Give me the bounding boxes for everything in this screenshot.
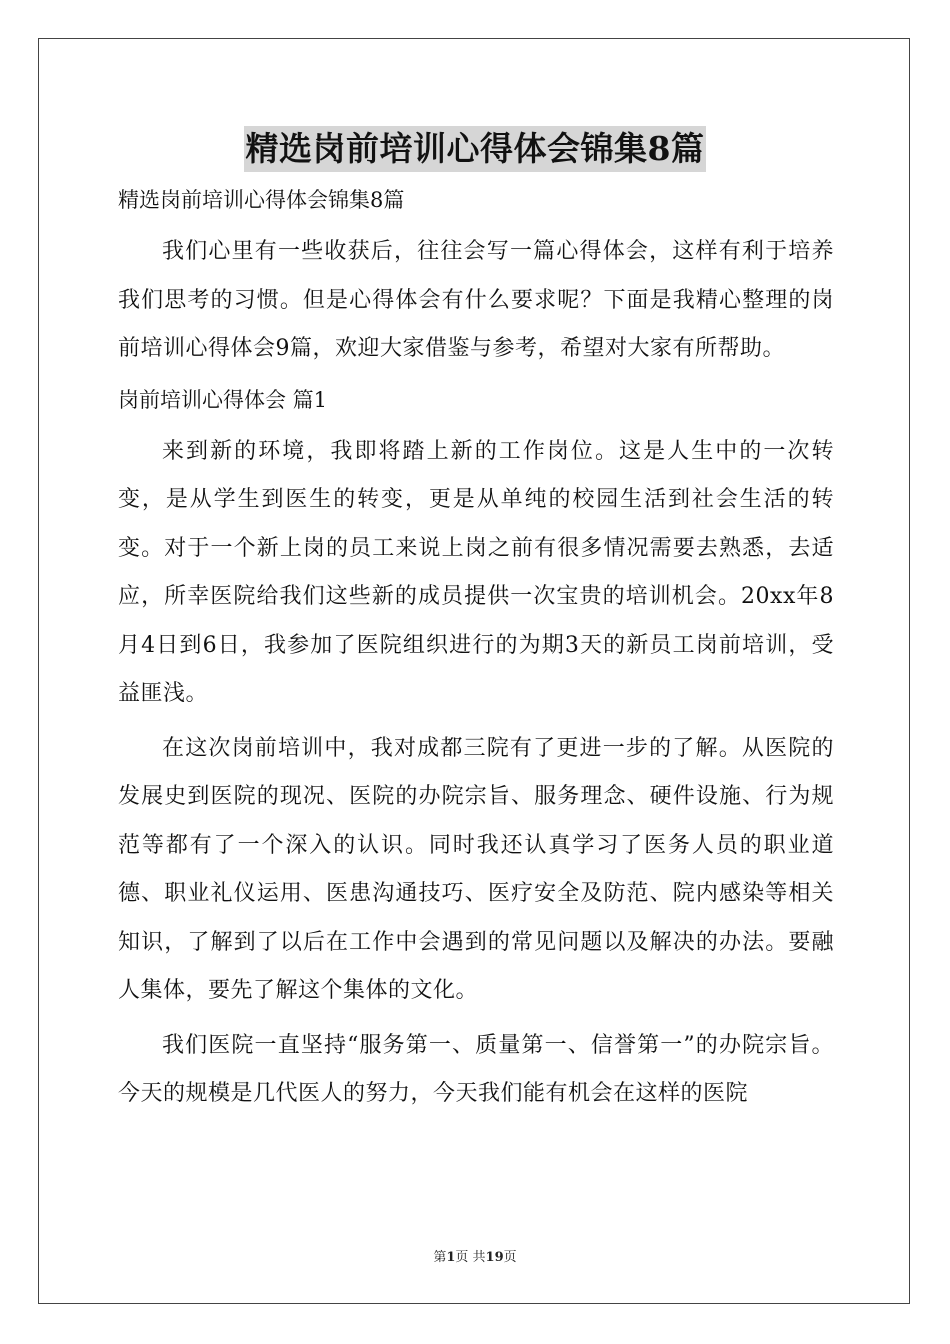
body-paragraph-3: 我们医院一直坚持“服务第一、质量第一、信誉第一”的办院宗旨。今天的规模是几代医人的努力，今天我们能有机会在这样的医院 [118,1032,834,1106]
footer-prefix: 第 [433,1250,447,1265]
footer-total-pages: 19 [485,1250,504,1265]
body-paragraph-1: 来到新的环境，我即将踏上新的工作岗位。这是人生中的一次转变，是从学生到医生的转变，更是从单纯的校园生活到社会生活的转变。对于一个新上岗的员工来说上岗之前有很多情况需要去熟悉，去适应，所幸医院给我们这些新的成员提供一次宝贵的培训机会。20xx年8月4日到6日，我参加了医院组织进行的为期3天的新员工岗前培训，受益匪浅。 [118,438,834,706]
section-heading: 岗前培训心得体会 篇1 [118,387,328,412]
footer-middle: 页 共 [455,1250,486,1265]
document-subtitle: 精选岗前培训心得体会锦集8篇 [118,188,405,212]
document-title: 精选岗前培训心得体会锦集8篇 [244,126,707,172]
body-paragraph-2: 在这次岗前培训中，我对成都三院有了更进一步的了解。从医院的发展史到医院的现况、医院的办院宗旨、服务理念、硬件设施、行为规范等都有了一个深入的认识。同时我还认真学习了医务人员的职业道德、职业礼仪运用、医患沟通技巧、医疗安全及防范、院内感染等相关知识，了解到了以后在工作中会遇到的常见问题以及解决的办法。要融人集体，要先了解这个集体的文化。 [118,735,834,1003]
footer-current-page: 1 [446,1250,456,1265]
page-footer [0,1246,950,1265]
intro-paragraph: 我们心里有一些收获后，往往会写一篇心得体会，这样有利于培养我们思考的习惯。但是心得体会有什么要求呢？下面是我精心整理的岗前培训心得体会9篇，欢迎大家借鉴与参考，希望对大家有所帮助。 [118,239,834,361]
footer-suffix: 页 [503,1250,517,1265]
title-container [0,126,950,172]
document-body [118,180,834,1119]
